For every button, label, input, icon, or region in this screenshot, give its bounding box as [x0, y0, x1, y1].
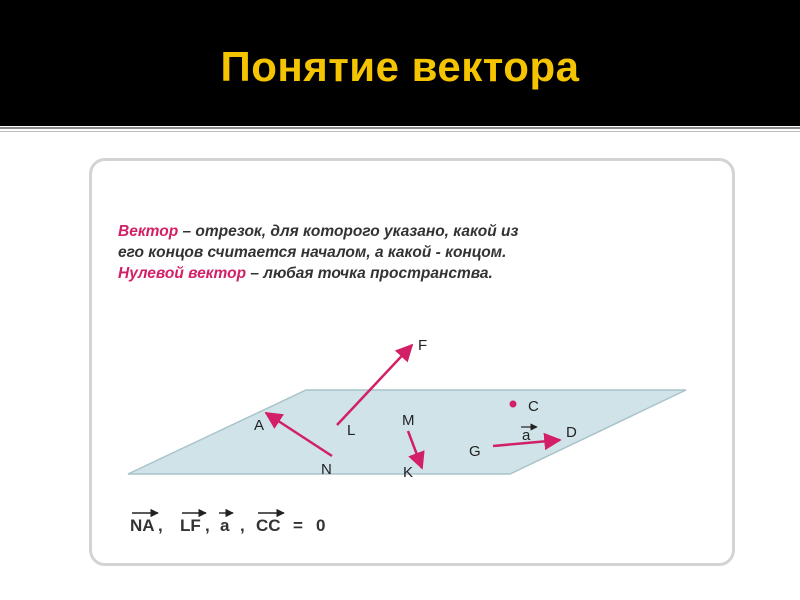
label-vector-a: a: [522, 427, 531, 444]
label-g: G: [469, 443, 481, 460]
formula-sep: ,: [205, 516, 210, 535]
label-l: L: [347, 422, 356, 439]
slide-title: Понятие вектора: [220, 43, 580, 90]
plane: [128, 390, 686, 474]
label-c: C: [528, 398, 539, 415]
definition-vector-text: – отрезок, для которого указано, какой из: [178, 223, 519, 240]
formula-cc: CC: [256, 516, 281, 535]
definition-zero-vector-text: – любая точка пространства.: [246, 265, 493, 282]
formula-equals: =: [293, 516, 303, 535]
definition-vector-cont: его концов считается началом, а какой - концом.: [118, 244, 507, 261]
label-m: M: [402, 412, 415, 429]
term-zero-vector: Нулевой вектор: [118, 265, 247, 282]
label-a: A: [254, 417, 265, 434]
formula-a: a: [220, 516, 230, 535]
label-n: N: [321, 461, 332, 478]
formula: [130, 513, 325, 535]
point-c: [510, 401, 517, 408]
label-d: D: [566, 424, 577, 441]
formula-sep: ,: [240, 516, 245, 535]
formula-sep: ,: [158, 516, 163, 535]
label-f: F: [418, 337, 428, 354]
label-k: K: [403, 464, 414, 481]
formula-lf: LF: [180, 516, 201, 535]
term-vector: Вектор: [118, 223, 179, 240]
formula-zero: 0: [316, 516, 326, 535]
formula-na: NA: [130, 516, 155, 535]
